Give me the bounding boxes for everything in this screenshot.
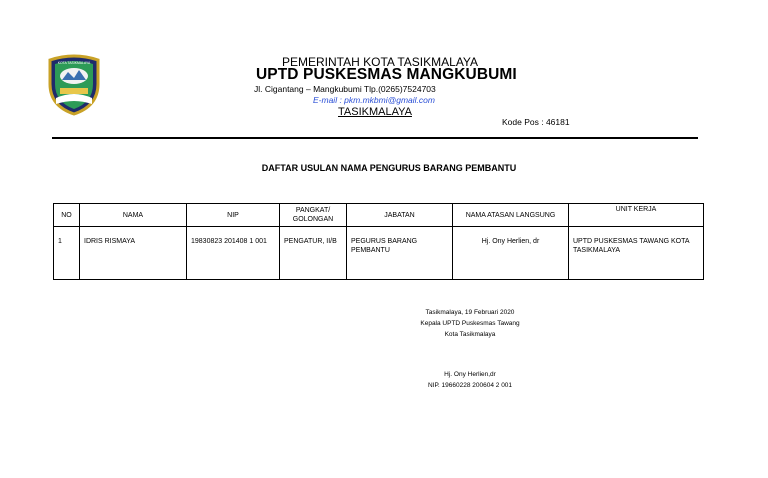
header-unit: UNIT KERJA	[569, 204, 704, 227]
svg-text:KOTA TASIKMALAYA: KOTA TASIKMALAYA	[57, 61, 91, 65]
city-emblem-logo	[46, 54, 102, 116]
table-header-row	[54, 204, 704, 227]
header-pangkat: PANGKAT/ GOLONGAN	[280, 204, 347, 227]
institution-email: E-mail : pkm.mkbmi@gmail.com	[313, 95, 435, 105]
signature-role-city: Kota Tasikmalaya	[444, 331, 496, 338]
signature-place-date: Tasikmalaya, 19 Februari 2020	[425, 309, 515, 316]
signature-block	[355, 307, 585, 340]
cell-nip: 19830823 201408 1 001	[187, 227, 280, 280]
nominee-table	[53, 203, 704, 280]
institution-title: UPTD PUSKESMAS MANGKUBUMI	[256, 66, 517, 83]
institution-address: Jl. Cigantang – Mangkubumi Tlp.(0265)7524703	[254, 84, 436, 94]
cell-pangkat: PENGATUR, II/B	[280, 227, 347, 280]
signatory-name: Hj. Ony Herlien,dr	[444, 371, 496, 378]
header-jabatan: JABATAN	[347, 204, 453, 227]
document-title: DAFTAR USULAN NAMA PENGURUS BARANG PEMBANTU	[261, 163, 517, 173]
letterhead-divider	[52, 137, 698, 139]
header-nip: NIP	[187, 204, 280, 227]
cell-nama: IDRIS RISMAYA	[80, 227, 187, 280]
header-no: NO	[54, 204, 80, 227]
cell-atasan: Hj. Ony Herlien, dr	[453, 227, 569, 280]
cell-unit: UPTD PUSKESMAS TAWANG KOTA TASIKMALAYA	[569, 227, 704, 280]
header-nama: NAMA	[80, 204, 187, 227]
signatory-nip: NIP. 19660228 200604 2 001	[427, 382, 513, 389]
institution-city: TASIKMALAYA	[338, 106, 412, 118]
signatory	[355, 369, 585, 391]
table-row	[54, 227, 704, 280]
postal-code: Kode Pos : 46181	[502, 117, 570, 127]
cell-no: 1	[54, 227, 80, 280]
header-atasan: NAMA ATASAN LANGSUNG	[453, 204, 569, 227]
cell-jabatan: PEGURUS BARANG PEMBANTU	[347, 227, 453, 280]
signature-role: Kepala UPTD Puskesmas Tawang	[420, 320, 520, 327]
government-name: PEMERINTAH KOTA TASIKMALAYA	[282, 55, 479, 69]
